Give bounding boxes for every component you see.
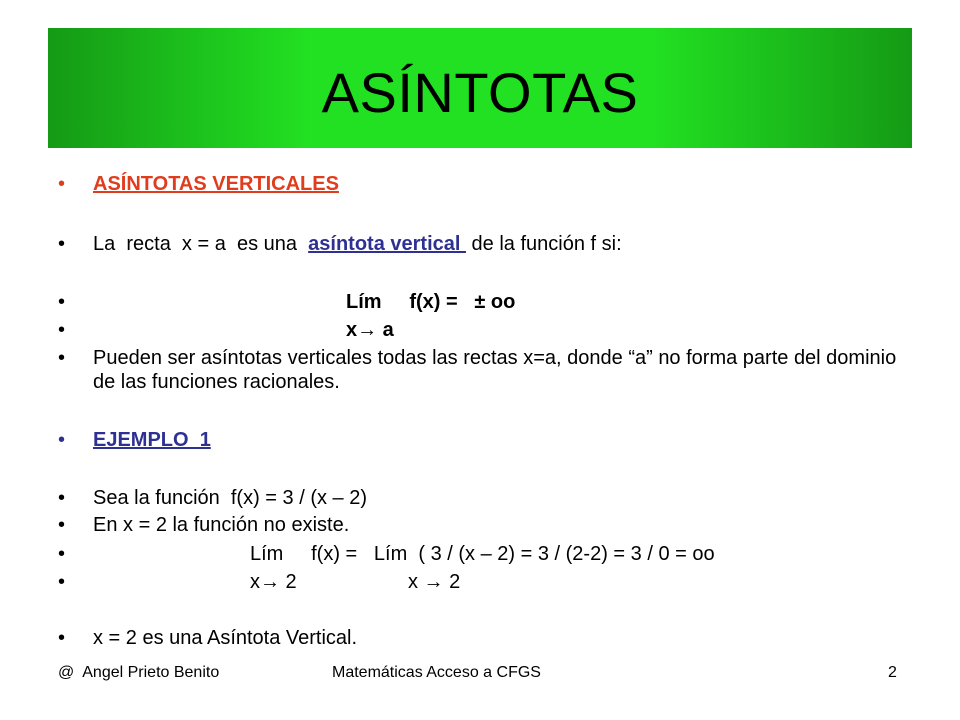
bullet-icon: • bbox=[58, 571, 66, 593]
limit-target: a bbox=[377, 319, 394, 341]
footer-course: Matemáticas Acceso a CFGS bbox=[332, 664, 541, 681]
bullet-icon: • bbox=[58, 627, 66, 649]
limit-target: 2 bbox=[443, 571, 461, 593]
definition-text bbox=[93, 232, 622, 256]
footer-author: @ Angel Prieto Benito bbox=[58, 664, 220, 681]
right-arrow-icon: → bbox=[357, 319, 378, 341]
bullet-icon: • bbox=[58, 347, 66, 369]
limit-approach bbox=[346, 318, 394, 342]
example-heading: EJEMPLO 1 bbox=[93, 429, 211, 451]
example-function: Sea la función f(x) = 3 / (x – 2) bbox=[93, 487, 368, 509]
definition-suffix: de la función f si: bbox=[465, 233, 622, 255]
slide-title: ASÍNTOTAS bbox=[321, 60, 639, 124]
limit-target: 2 bbox=[280, 571, 297, 593]
right-arrow-icon: → bbox=[260, 571, 280, 593]
bullet-icon: • bbox=[58, 173, 66, 195]
section-heading: ASÍNTOTAS VERTICALES bbox=[93, 173, 339, 195]
definition-link[interactable]: asíntota vertical bbox=[308, 233, 466, 255]
limit-variable: x bbox=[346, 319, 358, 341]
example-limit-expression: Lím f(x) = Lím ( 3 / (x – 2) = 3 / (2-2) = 3 / 0 = oo bbox=[250, 543, 715, 565]
example-limit-approach-1 bbox=[250, 570, 297, 594]
bullet-icon: • bbox=[58, 487, 66, 509]
bullet-icon: • bbox=[58, 514, 66, 536]
bullet-icon: • bbox=[58, 319, 66, 341]
limit-expression: Lím f(x) = ± oo bbox=[346, 291, 516, 313]
right-arrow-icon: → bbox=[418, 571, 444, 593]
limit-variable: x bbox=[408, 571, 418, 593]
conclusion-text: x = 2 es una Asíntota Vertical. bbox=[93, 627, 358, 649]
footer-page-number: 2 bbox=[888, 664, 897, 681]
bullet-icon: • bbox=[58, 233, 66, 255]
example-limit-approach-2 bbox=[408, 570, 460, 594]
bullet-icon: • bbox=[58, 429, 66, 451]
bullet-icon: • bbox=[58, 543, 66, 565]
title-banner bbox=[48, 28, 912, 148]
bullet-icon: • bbox=[58, 291, 66, 313]
definition-prefix: La recta x = a es una bbox=[93, 233, 309, 255]
example-domain-note: En x = 2 la función no existe. bbox=[93, 514, 350, 536]
limit-variable: x bbox=[250, 571, 260, 593]
explanation-text: Pueden ser asíntotas verticales todas las rectas x=a, donde “a” no forma parte del dominio de las funciones racionales. bbox=[93, 347, 897, 393]
